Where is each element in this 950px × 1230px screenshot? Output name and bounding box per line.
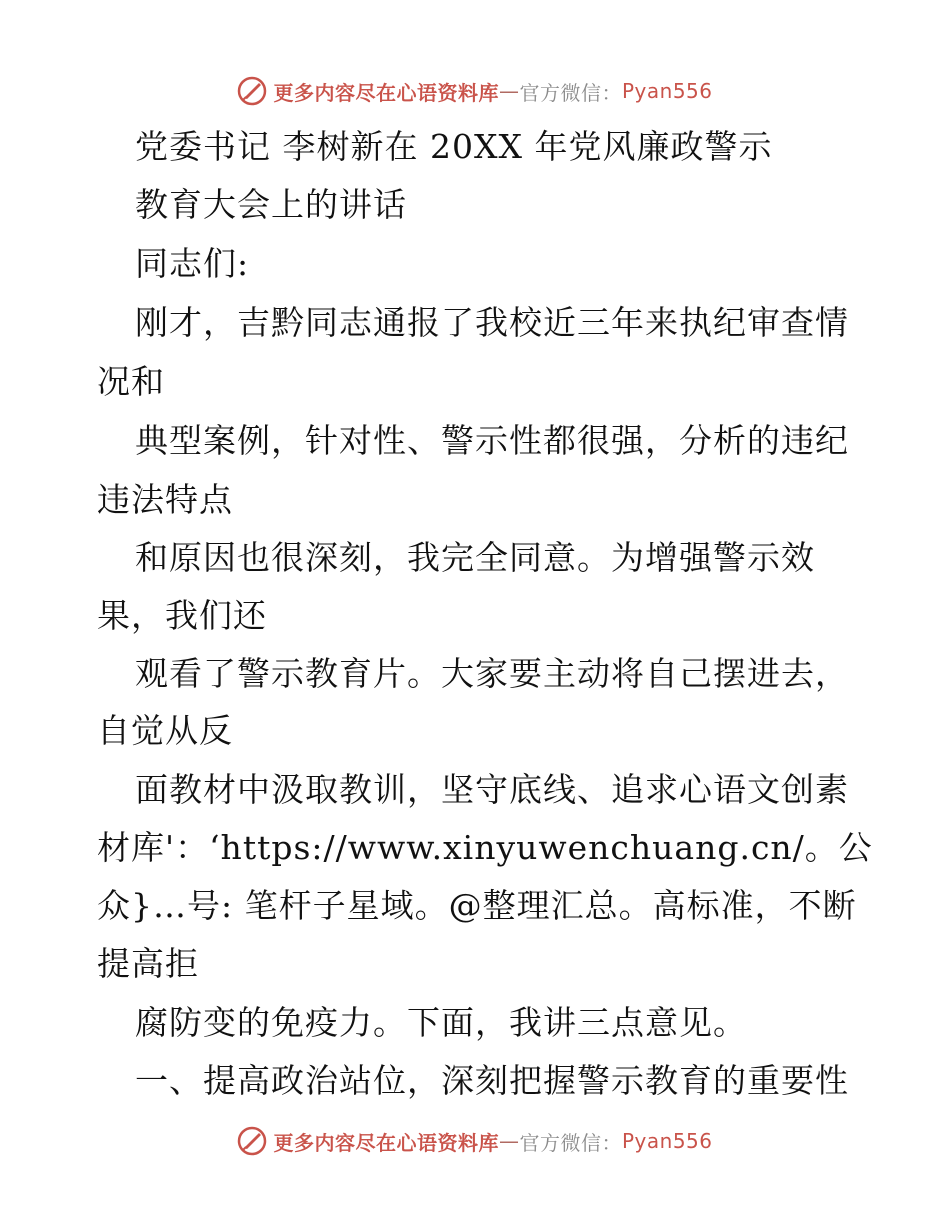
banner-wechat-label: 官方微信： [519,1130,622,1155]
section-heading: 一、提高政治站位，深刻把握警示教育的重要性 [135,1061,849,1100]
text-line: 刚才，吉黔同志通报了我校近三年来执纪审查情 [135,303,849,342]
text-line: 违法特点 [97,480,233,519]
text-line: 材库'：‘https://www.xinyuwenchuang.cn/。公 [97,828,873,867]
text-line: 观看了警示教育片。大家要主动将自己摆进去， [135,654,849,693]
text-line: 况和 [97,362,165,401]
salutation: 同志们: [135,244,250,283]
text-line: 提高拒 [97,944,199,983]
banner-wechat-id: Pyan556 [621,79,713,103]
title-line-1: 党委书记 李树新在 20XX 年党风廉政警示 [135,127,773,166]
text-line: 面教材中汲取教训，坚守底线、追求心语文创素 [135,770,849,809]
banner-brand-text: 更多内容尽在心语资料库 [273,1130,499,1155]
banner-dash: — [498,1129,520,1153]
title-line-2: 教育大会上的讲话 [135,185,407,224]
text-line: 典型案例，针对性、警示性都很强，分析的违纪 [135,421,849,460]
text-line: 自觉从反 [97,711,233,750]
text-line: 和原因也很深刻，我完全同意。为增强警示效 [135,538,815,577]
text-line: 腐防变的免疫力。下面，我讲三点意见。 [135,1003,747,1042]
quill-logo-icon [237,1126,267,1156]
banner-brand-text: 更多内容尽在心语资料库 [273,80,499,105]
text-line: 果，我们还 [97,596,267,635]
banner-dash: — [498,79,520,103]
banner-wechat-label: 官方微信： [519,80,622,105]
text-line: 众}…号: 笔杆子星域。@整理汇总。高标准，不断 [97,886,857,925]
footer-watermark-banner [0,1122,950,1160]
banner-wechat-id: Pyan556 [621,1129,713,1153]
